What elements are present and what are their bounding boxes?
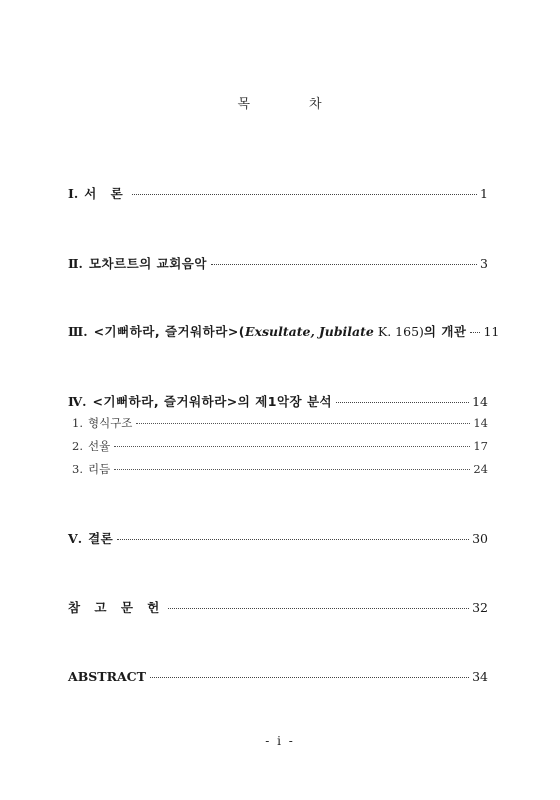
toc-entry-conclusion[interactable] [68, 531, 488, 547]
toc-subentry-melody[interactable] [72, 439, 488, 454]
title-part-1: 목 [237, 97, 251, 112]
toc-entry-church-music[interactable] [68, 256, 488, 272]
entry-number: Ⅱ. [68, 256, 83, 271]
toc-subentry-form[interactable] [72, 416, 488, 431]
sub-label: 형식구조 [87, 416, 133, 430]
dot-leader [470, 331, 480, 333]
sub-label: 리듬 [87, 462, 111, 476]
entry-page: 11 [483, 324, 500, 339]
sub-page: 17 [473, 439, 488, 453]
entry-page: 14 [472, 394, 488, 409]
dot-leader [114, 445, 470, 447]
dot-leader [114, 468, 470, 470]
entry-page: 1 [480, 186, 488, 201]
dot-leader [150, 676, 469, 678]
sub-page: 14 [473, 416, 488, 430]
entry-italic-1: Exsultate, [245, 324, 315, 339]
sub-number: 1. [72, 416, 83, 430]
entry-page: 32 [472, 600, 488, 615]
dot-leader [168, 607, 469, 609]
sub-number: 3. [72, 462, 83, 476]
entry-label: 서 론 [84, 186, 128, 201]
entry-page: 34 [472, 669, 488, 684]
page-title [0, 93, 560, 112]
toc-entry-introduction[interactable] [68, 186, 488, 202]
entry-page: 3 [480, 256, 488, 271]
entry-number: Ⅴ. [68, 531, 83, 546]
sub-number: 2. [72, 439, 83, 453]
toc-entry-abstract[interactable] [68, 669, 488, 685]
title-part-2: 차 [309, 97, 323, 112]
toc-entry-references[interactable] [68, 600, 488, 616]
entry-label: 참 고 문 헌 [68, 600, 165, 615]
sub-label: 선율 [87, 439, 111, 453]
entry-number: Ⅳ. [68, 394, 87, 409]
dot-leader [132, 193, 477, 195]
dot-leader [211, 263, 477, 265]
dot-leader [136, 422, 470, 424]
entry-label: 결론 [88, 531, 114, 546]
entry-page: 30 [472, 531, 488, 546]
entry-label: 모차르트의 교회음악 [88, 256, 207, 271]
toc-entry-overview[interactable] [68, 324, 500, 340]
entry-number: Ⅲ. [68, 324, 88, 339]
dot-leader [336, 401, 469, 403]
entry-label-mid: K. 165) [377, 324, 424, 339]
toc-subentry-rhythm[interactable] [72, 462, 488, 477]
entry-label-pre: <기뻐하라, 즐거워하라>( [93, 324, 246, 339]
page-number-footer: - i - [265, 734, 295, 748]
sub-page: 24 [473, 462, 488, 476]
entry-label: <기뻐하라, 즐거워하라>의 제1악장 분석 [92, 394, 333, 409]
entry-label-post: 의 개관 [423, 324, 467, 339]
entry-number: Ⅰ. [68, 186, 79, 201]
dot-leader [117, 538, 469, 540]
toc-entry-analysis[interactable] [68, 394, 488, 410]
entry-italic-2: Jubilate [318, 324, 374, 339]
entry-label: ABSTRACT [68, 669, 146, 684]
